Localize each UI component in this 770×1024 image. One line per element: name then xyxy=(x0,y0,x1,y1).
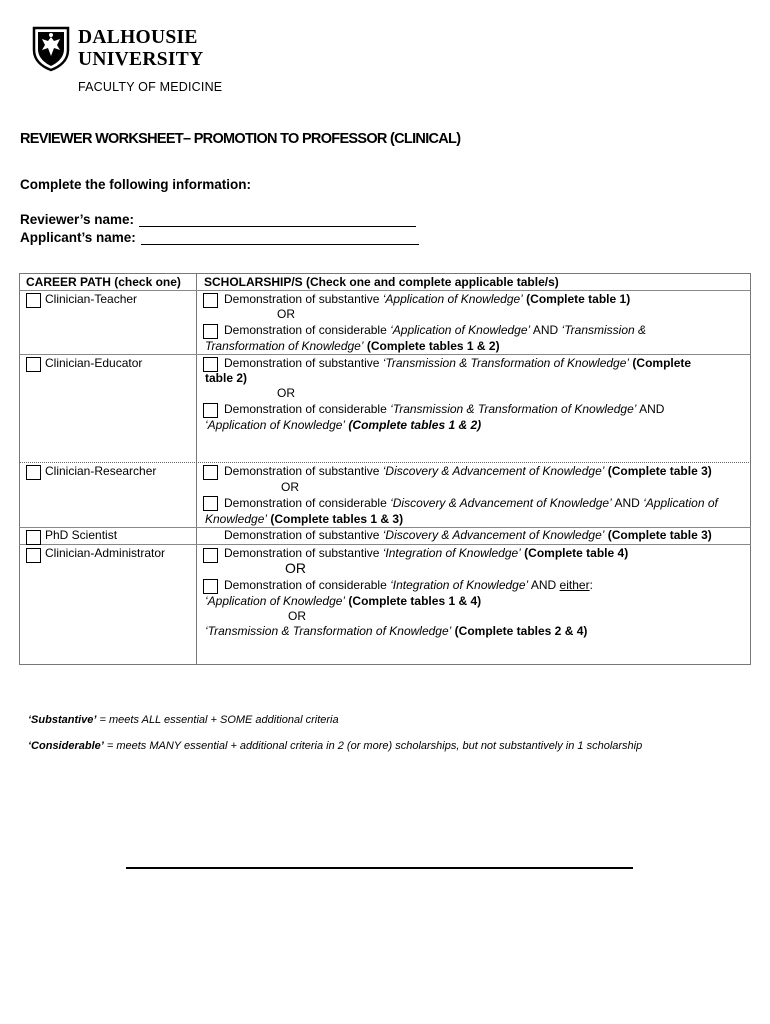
checkbox-phd-scientist[interactable] xyxy=(26,530,41,545)
checkbox-clinician-researcher[interactable] xyxy=(26,465,41,480)
applicant-name-field[interactable] xyxy=(141,230,419,245)
researcher-option-2-line1: Demonstration of considerable ‘Discovery & Advancement of Knowledge’ AND ‘Application of xyxy=(224,496,718,510)
or-separator: OR xyxy=(285,560,306,576)
career-path-phd-scientist: PhD Scientist xyxy=(45,528,118,542)
educator-option-2-line1: Demonstration of considerable ‘Transmission & Transformation of Knowledge’ AND xyxy=(224,402,665,416)
checkbox-educator-option-2[interactable] xyxy=(203,403,218,418)
career-path-clinician-researcher: Clinician-Researcher xyxy=(45,464,157,478)
page-title: REVIEWER WORKSHEET– PROMOTION TO PROFESSOR (CLINICAL) xyxy=(20,131,461,147)
or-separator: OR xyxy=(277,307,295,321)
reviewer-name-label: Reviewer’s name: xyxy=(20,212,135,227)
applicant-name-label: Applicant’s name: xyxy=(20,230,136,245)
scholarship-header: SCHOLARSHIP/S (Check one and complete applicable table/s) xyxy=(204,275,559,289)
checkbox-researcher-option-2[interactable] xyxy=(203,496,218,511)
researcher-option-2-line2: Knowledge’ (Complete tables 1 & 3) xyxy=(205,512,404,526)
table-column-divider xyxy=(196,273,197,665)
administrator-option-2-line3: ‘Transmission & Transformation of Knowledge’ (Complete tables 2 & 4) xyxy=(205,624,588,638)
or-separator: OR xyxy=(281,480,299,494)
checkbox-teacher-option-1[interactable] xyxy=(203,293,218,308)
substantive-definition: ‘Substantive’ = meets ALL essential + SOME additional criteria xyxy=(28,714,339,726)
administrator-option-2-line1: Demonstration of considerable ‘Integration of Knowledge’ AND either: xyxy=(224,578,593,592)
university-name-line1: DALHOUSIE xyxy=(78,27,198,48)
table-row-divider xyxy=(19,544,751,545)
educator-option-1-line2: table 2) xyxy=(205,371,248,385)
phd-option: Demonstration of substantive ‘Discovery & Advancement of Knowledge’ (Complete table 3) xyxy=(224,528,712,542)
teacher-option-2-line1: Demonstration of considerable ‘Application of Knowledge’ AND ‘Transmission & xyxy=(224,323,647,337)
or-separator: OR xyxy=(277,386,295,400)
checkbox-clinician-educator[interactable] xyxy=(26,357,41,372)
career-path-clinician-administrator: Clinician-Administrator xyxy=(45,546,166,560)
career-path-header: CAREER PATH (check one) xyxy=(26,275,181,289)
administrator-option-2-line2: ‘Application of Knowledge’ (Complete tables 1 & 4) xyxy=(205,594,482,608)
dalhousie-crest-logo xyxy=(32,26,70,72)
checkbox-clinician-administrator[interactable] xyxy=(26,548,41,563)
table-row-divider xyxy=(19,462,751,463)
instruction-text: Complete the following information: xyxy=(20,177,251,192)
university-name-line2: UNIVERSITY xyxy=(78,49,204,70)
checkbox-clinician-teacher[interactable] xyxy=(26,293,41,308)
career-path-clinician-teacher: Clinician-Teacher xyxy=(45,292,138,306)
educator-option-1-line1: Demonstration of substantive ‘Transmission & Transformation of Knowledge’ (Complete xyxy=(224,356,692,370)
faculty-name: FACULTY OF MEDICINE xyxy=(78,80,223,94)
or-separator: OR xyxy=(288,609,306,623)
reviewer-name-field[interactable] xyxy=(139,212,416,227)
educator-option-2-line2: ‘Application of Knowledge’ (Complete tables 1 & 2) xyxy=(205,418,482,432)
applicant-name-row xyxy=(20,230,419,245)
considerable-definition: ‘Considerable’ = meets MANY essential + additional criteria in 2 (or more) scholarships, but not substantively in 1 scholarship xyxy=(28,740,643,752)
checkbox-educator-option-1[interactable] xyxy=(203,357,218,372)
researcher-option-1: Demonstration of substantive ‘Discovery & Advancement of Knowledge’ (Complete table 3) xyxy=(224,464,712,478)
checkbox-teacher-option-2[interactable] xyxy=(203,324,218,339)
checkbox-researcher-option-1[interactable] xyxy=(203,465,218,480)
checkbox-administrator-option-1[interactable] xyxy=(203,548,218,563)
signature-line xyxy=(126,867,633,869)
career-path-clinician-educator: Clinician-Educator xyxy=(45,356,143,370)
administrator-option-1: Demonstration of substantive ‘Integration of Knowledge’ (Complete table 4) xyxy=(224,546,629,560)
university-name xyxy=(78,27,203,71)
teacher-option-2-line2: Transformation of Knowledge’ (Complete tables 1 & 2) xyxy=(205,339,500,353)
reviewer-name-row xyxy=(20,212,416,227)
teacher-option-1: Demonstration of substantive ‘Application of Knowledge’ (Complete table 1) xyxy=(224,292,631,306)
checkbox-administrator-option-2[interactable] xyxy=(203,579,218,594)
